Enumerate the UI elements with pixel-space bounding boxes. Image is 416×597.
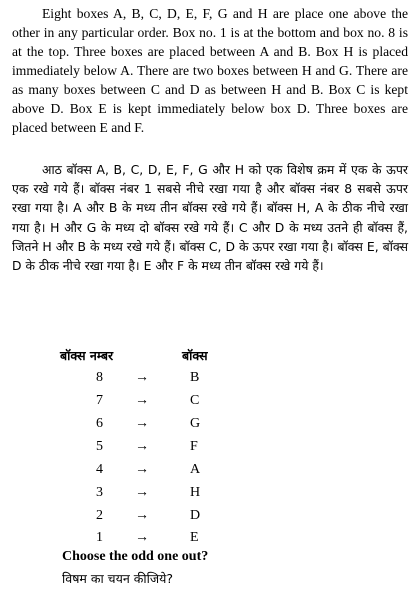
box-label: C	[190, 393, 200, 408]
right-arrow-icon: →	[135, 416, 149, 431]
box-label: E	[190, 530, 199, 545]
box-number: 1	[96, 530, 103, 545]
right-arrow-icon: →	[135, 485, 149, 500]
box-number-header: बॉक्स नम्बर	[60, 348, 114, 363]
right-arrow-icon: →	[135, 439, 149, 454]
right-arrow-icon: →	[135, 393, 149, 408]
right-arrow-icon: →	[135, 462, 149, 477]
table-row	[0, 508, 416, 531]
box-header: बॉक्स	[182, 348, 208, 363]
table-row	[0, 439, 416, 462]
box-label: G	[190, 416, 201, 431]
box-label: F	[190, 439, 198, 454]
box-label: A	[190, 462, 201, 477]
table-row	[0, 462, 416, 485]
right-arrow-icon: →	[135, 530, 149, 545]
box-number: 8	[96, 370, 103, 385]
question-english: Choose the odd one out?	[62, 549, 209, 564]
box-label: B	[190, 370, 200, 385]
box-number: 5	[96, 439, 103, 454]
question-hindi: विषम का चयन कीजिये?	[62, 571, 174, 586]
table-row	[0, 370, 416, 393]
hindi-paragraph: आठ बॉक्स A, B, C, D, E, F, G और H को एक विशेष क्रम में एक के ऊपर एक रखे गये हैं। बॉक्स नंबर 1 सबसे नीचे रखा गया है और बॉक्स नंबर 8 सबसे ऊपर रखा गया है। A और B के मध्य तीन बॉक्स रखे गये हैं। बॉक्स H, A के ठीक नीचे रखा गया है। H और G के मध्य दो बॉक्स रखे गये हैं। C और D के मध्य उतने ही बॉक्स हैं, जितने H और B के मध्य रखे गये हैं। बॉक्स C, D के ऊपर रखा गया है। बॉक्स E, बॉक्स D के ठीक नीचे रखा गया है। E और F के मध्य तीन बॉक्स रखे गये हैं।	[12, 162, 408, 274]
right-arrow-icon: →	[135, 370, 149, 385]
box-number: 6	[96, 416, 103, 431]
box-number: 3	[96, 485, 103, 500]
table-row	[0, 393, 416, 416]
box-label: H	[190, 485, 201, 500]
box-number: 2	[96, 508, 103, 523]
table-row	[0, 416, 416, 439]
right-arrow-icon: →	[135, 508, 149, 523]
table-row	[0, 485, 416, 508]
box-label: D	[190, 508, 201, 523]
box-number: 7	[96, 393, 103, 408]
english-paragraph: Eight boxes A, B, C, D, E, F, G and H are place one above the other in any particular order. Box no. 1 is at the bottom and box no. 8 is at the top. Three boxes are placed between A and B. Box H is placed immediately below A. There are two boxes between H and G. There are as many boxes between C and D as between H and B. Box C is kept above D. Box E is kept immediately below box D. Three boxes are placed between E and F.	[12, 6, 408, 135]
box-number: 4	[96, 462, 103, 477]
